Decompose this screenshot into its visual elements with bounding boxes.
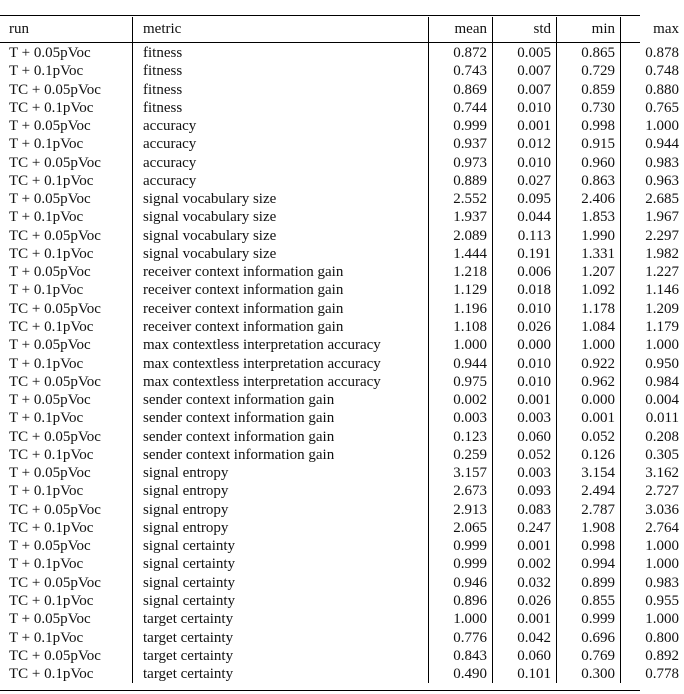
cell-run: TC + 0.05pVoc	[9, 81, 101, 98]
cell-min: 0.865	[557, 41, 621, 62]
cell-max: 3.162	[621, 464, 684, 482]
cell-metric: signal vocabulary size	[133, 208, 429, 226]
cell-mean: 0.973	[429, 154, 493, 172]
cell-metric: signal vocabulary size	[133, 227, 429, 245]
cell-min: 0.994	[557, 555, 621, 573]
cell-min: 2.494	[557, 482, 621, 500]
cell-max: 0.011	[621, 409, 684, 427]
cell-metric: signal certainty	[133, 537, 429, 555]
cell-min: 0.859	[557, 81, 621, 99]
table-top-rule	[0, 15, 640, 16]
cell-mean: 1.196	[429, 300, 493, 318]
cell-min: 1.908	[557, 519, 621, 537]
cell-mean: 2.065	[429, 519, 493, 537]
cell-max: 1.179	[621, 318, 684, 336]
cell-min: 1.853	[557, 208, 621, 226]
cell-max: 0.800	[621, 629, 684, 647]
table-bottom-rule	[0, 690, 640, 691]
cell-max: 0.878	[621, 41, 684, 62]
cell-std: 0.001	[493, 391, 557, 409]
cell-max: 1.000	[621, 336, 684, 354]
cell-mean: 0.999	[429, 117, 493, 135]
table-row	[0, 464, 684, 482]
cell-max: 0.748	[621, 62, 684, 80]
cell-max: 2.764	[621, 519, 684, 537]
cell-run: T + 0.1pVoc	[9, 136, 84, 153]
cell-min: 0.899	[557, 574, 621, 592]
cell-metric: target certainty	[133, 665, 429, 683]
cell-metric: receiver context information gain	[133, 318, 429, 336]
cell-run: T + 0.1pVoc	[9, 355, 84, 372]
cell-min: 0.126	[557, 446, 621, 464]
cell-min: 1.092	[557, 281, 621, 299]
cell-metric: sender context information gain	[133, 428, 429, 446]
cell-min: 0.855	[557, 592, 621, 610]
cell-mean: 0.889	[429, 172, 493, 190]
cell-max: 2.685	[621, 190, 684, 208]
cell-max: 0.983	[621, 154, 684, 172]
cell-metric: max contextless interpretation accuracy	[133, 355, 429, 373]
column-header-min: min	[557, 17, 621, 41]
cell-run: TC + 0.05pVoc	[9, 300, 101, 317]
cell-mean: 1.108	[429, 318, 493, 336]
cell-run: TC + 0.1pVoc	[9, 592, 94, 609]
cell-metric: fitness	[133, 41, 429, 62]
table-row	[0, 81, 684, 99]
cell-run: T + 0.05pVoc	[9, 392, 91, 409]
cell-metric: fitness	[133, 62, 429, 80]
cell-max: 1.227	[621, 263, 684, 281]
cell-max: 1.146	[621, 281, 684, 299]
cell-min: 0.999	[557, 610, 621, 628]
cell-run: T + 0.05pVoc	[9, 337, 91, 354]
cell-std: 0.007	[493, 62, 557, 80]
cell-max: 2.297	[621, 227, 684, 245]
table-row	[0, 647, 684, 665]
cell-mean: 2.552	[429, 190, 493, 208]
cell-std: 0.010	[493, 355, 557, 373]
cell-run: TC + 0.1pVoc	[9, 99, 94, 116]
cell-min: 1.178	[557, 300, 621, 318]
table-row	[0, 154, 684, 172]
cell-max: 3.036	[621, 501, 684, 519]
cell-metric: target certainty	[133, 629, 429, 647]
cell-mean: 1.444	[429, 245, 493, 263]
cell-min: 1.990	[557, 227, 621, 245]
cell-mean: 0.944	[429, 355, 493, 373]
cell-max: 1.000	[621, 537, 684, 555]
cell-metric: sender context information gain	[133, 409, 429, 427]
cell-std: 0.007	[493, 81, 557, 99]
table-row	[0, 592, 684, 610]
cell-run: T + 0.1pVoc	[9, 483, 84, 500]
table-row	[0, 281, 684, 299]
cell-mean: 2.089	[429, 227, 493, 245]
cell-std: 0.095	[493, 190, 557, 208]
cell-mean: 0.869	[429, 81, 493, 99]
results-table	[0, 17, 684, 683]
cell-max: 0.983	[621, 574, 684, 592]
table-row	[0, 355, 684, 373]
cell-run: TC + 0.05pVoc	[9, 574, 101, 591]
cell-run: TC + 0.1pVoc	[9, 519, 94, 536]
cell-run: TC + 0.1pVoc	[9, 666, 94, 683]
cell-max: 0.305	[621, 446, 684, 464]
cell-std: 0.002	[493, 555, 557, 573]
cell-mean: 0.743	[429, 62, 493, 80]
cell-max: 0.984	[621, 373, 684, 391]
cell-metric: sender context information gain	[133, 446, 429, 464]
cell-metric: accuracy	[133, 135, 429, 153]
cell-metric: signal vocabulary size	[133, 190, 429, 208]
table-row	[0, 482, 684, 500]
cell-min: 0.960	[557, 154, 621, 172]
cell-std: 0.032	[493, 574, 557, 592]
cell-max: 0.880	[621, 81, 684, 99]
cell-std: 0.003	[493, 409, 557, 427]
cell-mean: 1.000	[429, 610, 493, 628]
cell-std: 0.012	[493, 135, 557, 153]
cell-min: 0.915	[557, 135, 621, 153]
cell-run: T + 0.05pVoc	[9, 191, 91, 208]
cell-run: T + 0.1pVoc	[9, 629, 84, 646]
cell-max: 1.967	[621, 208, 684, 226]
cell-std: 0.044	[493, 208, 557, 226]
cell-min: 0.998	[557, 537, 621, 555]
cell-mean: 0.002	[429, 391, 493, 409]
cell-mean: 0.946	[429, 574, 493, 592]
cell-std: 0.191	[493, 245, 557, 263]
table-row	[0, 409, 684, 427]
cell-min: 1.207	[557, 263, 621, 281]
cell-mean: 0.003	[429, 409, 493, 427]
cell-metric: signal certainty	[133, 592, 429, 610]
cell-min: 0.729	[557, 62, 621, 80]
table-header-row	[0, 17, 684, 41]
table-row	[0, 62, 684, 80]
table-row	[0, 190, 684, 208]
cell-std: 0.010	[493, 300, 557, 318]
cell-min: 0.001	[557, 409, 621, 427]
cell-run: TC + 0.05pVoc	[9, 227, 101, 244]
table-row	[0, 391, 684, 409]
cell-std: 0.006	[493, 263, 557, 281]
cell-metric: accuracy	[133, 117, 429, 135]
cell-min: 0.962	[557, 373, 621, 391]
cell-metric: receiver context information gain	[133, 300, 429, 318]
cell-metric: fitness	[133, 99, 429, 117]
cell-min: 1.000	[557, 336, 621, 354]
cell-std: 0.010	[493, 373, 557, 391]
cell-std: 0.001	[493, 610, 557, 628]
table-row	[0, 300, 684, 318]
table-row	[0, 665, 684, 683]
cell-run: TC + 0.1pVoc	[9, 446, 94, 463]
cell-run: TC + 0.1pVoc	[9, 245, 94, 262]
cell-run: T + 0.1pVoc	[9, 209, 84, 226]
cell-metric: fitness	[133, 81, 429, 99]
cell-mean: 3.157	[429, 464, 493, 482]
cell-metric: signal entropy	[133, 464, 429, 482]
cell-metric: sender context information gain	[133, 391, 429, 409]
table-row	[0, 41, 684, 62]
cell-run: T + 0.05pVoc	[9, 45, 91, 61]
cell-min: 0.922	[557, 355, 621, 373]
cell-run: TC + 0.05pVoc	[9, 373, 101, 390]
cell-min: 0.696	[557, 629, 621, 647]
cell-max: 1.209	[621, 300, 684, 318]
cell-run: T + 0.05pVoc	[9, 118, 91, 135]
cell-max: 0.950	[621, 355, 684, 373]
cell-run: TC + 0.05pVoc	[9, 501, 101, 518]
table-row	[0, 610, 684, 628]
cell-std: 0.001	[493, 117, 557, 135]
cell-metric: accuracy	[133, 154, 429, 172]
cell-std: 0.026	[493, 592, 557, 610]
cell-std: 0.083	[493, 501, 557, 519]
cell-mean: 0.259	[429, 446, 493, 464]
cell-max: 1.000	[621, 610, 684, 628]
cell-metric: signal vocabulary size	[133, 245, 429, 263]
cell-metric: receiver context information gain	[133, 281, 429, 299]
cell-metric: accuracy	[133, 172, 429, 190]
cell-std: 0.010	[493, 99, 557, 117]
column-header-mean: mean	[429, 17, 493, 41]
cell-std: 0.060	[493, 428, 557, 446]
table-row	[0, 428, 684, 446]
cell-mean: 2.673	[429, 482, 493, 500]
cell-std: 0.060	[493, 647, 557, 665]
cell-mean: 2.913	[429, 501, 493, 519]
cell-run: T + 0.05pVoc	[9, 465, 91, 482]
cell-run: T + 0.05pVoc	[9, 538, 91, 555]
cell-mean: 0.937	[429, 135, 493, 153]
cell-run: T + 0.1pVoc	[9, 410, 84, 427]
table-row	[0, 537, 684, 555]
cell-min: 0.052	[557, 428, 621, 446]
cell-metric: signal entropy	[133, 501, 429, 519]
cell-mean: 0.490	[429, 665, 493, 683]
table-row	[0, 245, 684, 263]
cell-std: 0.027	[493, 172, 557, 190]
cell-max: 0.208	[621, 428, 684, 446]
cell-mean: 0.123	[429, 428, 493, 446]
table-body	[0, 41, 684, 683]
table-row	[0, 629, 684, 647]
cell-std: 0.003	[493, 464, 557, 482]
cell-mean: 1.129	[429, 281, 493, 299]
cell-min: 1.331	[557, 245, 621, 263]
cell-mean: 1.000	[429, 336, 493, 354]
cell-metric: max contextless interpretation accuracy	[133, 373, 429, 391]
table-row	[0, 574, 684, 592]
cell-min: 2.406	[557, 190, 621, 208]
cell-run: T + 0.1pVoc	[9, 556, 84, 573]
cell-std: 0.113	[493, 227, 557, 245]
cell-max: 0.944	[621, 135, 684, 153]
column-header-max: max	[621, 17, 684, 41]
table-row	[0, 555, 684, 573]
cell-max: 0.778	[621, 665, 684, 683]
cell-run: TC + 0.05pVoc	[9, 154, 101, 171]
cell-mean: 0.999	[429, 555, 493, 573]
cell-metric: signal entropy	[133, 482, 429, 500]
cell-std: 0.101	[493, 665, 557, 683]
column-header-std: std	[493, 17, 557, 41]
column-header-run: run	[9, 20, 29, 37]
cell-std: 0.026	[493, 318, 557, 336]
table-row	[0, 336, 684, 354]
cell-run: TC + 0.05pVoc	[9, 428, 101, 445]
cell-min: 0.300	[557, 665, 621, 683]
cell-std: 0.018	[493, 281, 557, 299]
cell-min: 1.084	[557, 318, 621, 336]
cell-mean: 0.999	[429, 537, 493, 555]
table-row	[0, 501, 684, 519]
cell-std: 0.093	[493, 482, 557, 500]
cell-min: 2.787	[557, 501, 621, 519]
cell-mean: 0.896	[429, 592, 493, 610]
table-row	[0, 99, 684, 117]
table-row	[0, 373, 684, 391]
cell-std: 0.001	[493, 537, 557, 555]
cell-mean: 0.744	[429, 99, 493, 117]
cell-std: 0.052	[493, 446, 557, 464]
cell-std: 0.247	[493, 519, 557, 537]
cell-run: T + 0.1pVoc	[9, 282, 84, 299]
cell-run: TC + 0.1pVoc	[9, 172, 94, 189]
table-row	[0, 135, 684, 153]
cell-min: 3.154	[557, 464, 621, 482]
cell-run: TC + 0.1pVoc	[9, 318, 94, 335]
cell-max: 2.727	[621, 482, 684, 500]
cell-std: 0.005	[493, 41, 557, 62]
cell-run: T + 0.1pVoc	[9, 63, 84, 80]
cell-min: 0.998	[557, 117, 621, 135]
table-row	[0, 208, 684, 226]
cell-max: 0.963	[621, 172, 684, 190]
cell-metric: receiver context information gain	[133, 263, 429, 281]
table-row	[0, 446, 684, 464]
cell-metric: signal certainty	[133, 574, 429, 592]
cell-run: T + 0.05pVoc	[9, 264, 91, 281]
cell-max: 1.000	[621, 555, 684, 573]
cell-metric: target certainty	[133, 647, 429, 665]
table-row	[0, 117, 684, 135]
cell-mean: 0.843	[429, 647, 493, 665]
table-row	[0, 227, 684, 245]
cell-mean: 1.937	[429, 208, 493, 226]
cell-min: 0.730	[557, 99, 621, 117]
cell-max: 0.765	[621, 99, 684, 117]
cell-run: TC + 0.05pVoc	[9, 647, 101, 664]
cell-mean: 1.218	[429, 263, 493, 281]
cell-max: 0.004	[621, 391, 684, 409]
cell-mean: 0.776	[429, 629, 493, 647]
cell-metric: signal certainty	[133, 555, 429, 573]
cell-max: 1.000	[621, 117, 684, 135]
table-row	[0, 318, 684, 336]
cell-max: 0.955	[621, 592, 684, 610]
cell-std: 0.042	[493, 629, 557, 647]
cell-metric: max contextless interpretation accuracy	[133, 336, 429, 354]
cell-mean: 0.975	[429, 373, 493, 391]
cell-mean: 0.872	[429, 41, 493, 62]
cell-min: 0.000	[557, 391, 621, 409]
cell-max: 0.892	[621, 647, 684, 665]
table-row	[0, 263, 684, 281]
cell-max: 1.982	[621, 245, 684, 263]
cell-std: 0.010	[493, 154, 557, 172]
cell-min: 0.863	[557, 172, 621, 190]
cell-metric: signal entropy	[133, 519, 429, 537]
table-row	[0, 519, 684, 537]
cell-metric: target certainty	[133, 610, 429, 628]
cell-std: 0.000	[493, 336, 557, 354]
column-header-metric: metric	[133, 17, 429, 41]
cell-run: T + 0.05pVoc	[9, 611, 91, 628]
cell-min: 0.769	[557, 647, 621, 665]
table-row	[0, 172, 684, 190]
